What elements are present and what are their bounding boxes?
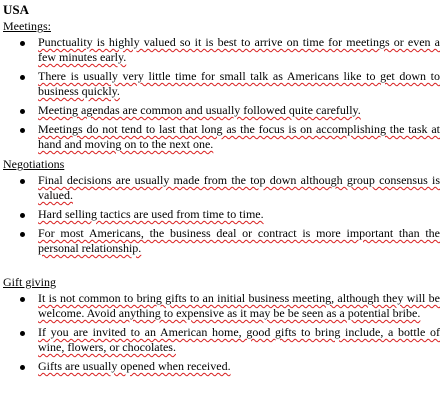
bullet-icon xyxy=(20,128,25,133)
list-item-text: It is not common to bring gifts to an initial business meeting, although they will be welcome. Avoid anything to expensive as it may be be seen as a potential bribe. xyxy=(38,291,440,320)
document-title: USA xyxy=(3,2,30,17)
bullet-icon xyxy=(20,365,25,370)
list-item xyxy=(3,173,440,203)
bullet-icon xyxy=(20,297,25,302)
gift-giving-list xyxy=(3,291,440,374)
bullet-icon xyxy=(20,179,25,184)
bullet-icon xyxy=(20,109,25,114)
list-item xyxy=(3,291,440,321)
list-item-text: For most Americans, the business deal or contract is more important than the personal relationship. xyxy=(38,226,440,255)
list-item-text: Final decisions are usually made from the top down although group consensus is valued. xyxy=(38,173,440,202)
list-item xyxy=(3,325,440,355)
section-heading-meetings: Meetings: xyxy=(3,19,51,33)
list-item xyxy=(3,226,440,256)
list-item-text: Meeting agendas are common and usually followed quite carefully. xyxy=(38,103,361,117)
bullet-icon xyxy=(20,75,25,80)
list-item-text: Gifts are usually opened when received. xyxy=(38,359,231,373)
list-item xyxy=(3,122,440,152)
document-body[interactable] xyxy=(3,0,440,378)
list-item xyxy=(3,69,440,99)
section-heading-gift-giving: Gift giving xyxy=(3,275,56,289)
negotiations-list xyxy=(3,173,440,256)
section-heading-negotiations: Negotiations xyxy=(3,157,65,171)
bullet-icon xyxy=(20,331,25,336)
list-item xyxy=(3,35,440,65)
list-item xyxy=(3,207,440,222)
paragraph-spacer xyxy=(3,260,440,274)
list-item-text: Meetings do not tend to last that long as the focus is on accomplishing the task at hand and moving on to the next one. xyxy=(38,122,440,151)
list-item-text: If you are invited to an American home, good gifts to bring include, a bottle of wine, flowers, or chocolates. xyxy=(38,325,440,354)
bullet-icon xyxy=(20,41,25,46)
list-item-text: Punctuality is highly valued so it is best to arrive on time for meetings or even a few minutes early. xyxy=(38,35,440,64)
list-item xyxy=(3,359,440,374)
bullet-icon xyxy=(20,213,25,218)
meetings-list xyxy=(3,35,440,152)
list-item-text: Hard selling tactics are used from time to time. xyxy=(38,207,264,221)
list-item-text: There is usually very little time for small talk as Americans like to get down to business quickly. xyxy=(38,69,440,98)
list-item xyxy=(3,103,440,118)
bullet-icon xyxy=(20,232,25,237)
